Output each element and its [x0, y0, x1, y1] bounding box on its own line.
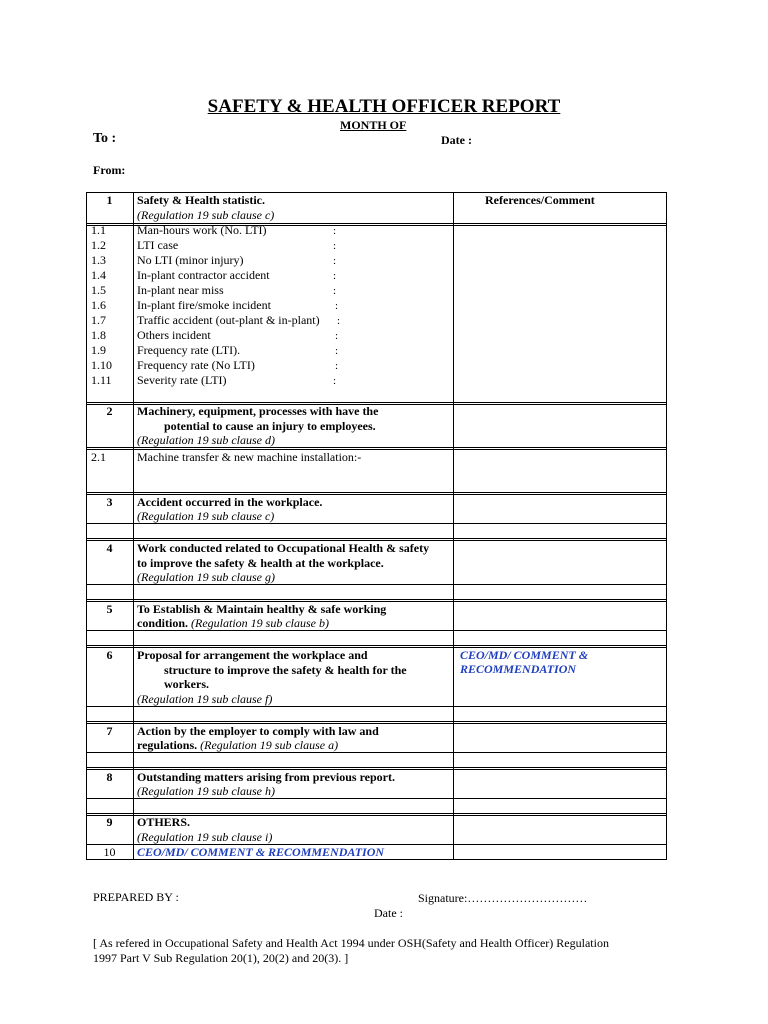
stat-label: Man-hours work (No. LTI) [137, 223, 267, 237]
section-title-text: regulations. [137, 738, 198, 752]
section-number: 2 [106, 404, 113, 418]
stat-number: 1.6 [91, 298, 106, 312]
regulation-note: [ As refered in Occupational Safety and Health Act 1994 under OSH(Safety and Health Officer) Regulation [93, 936, 609, 950]
ceo-comment-label: CEO/MD/ COMMENT & [460, 648, 589, 662]
stat-number: 1.3 [91, 253, 106, 267]
to-label: To : [93, 131, 117, 146]
ceo-recommendation-label: RECOMMENDATION [460, 662, 577, 676]
section-title: Accident occurred in the workplace. [137, 495, 323, 509]
stat-number: 1.7 [91, 313, 106, 327]
section-number: 1 [106, 193, 113, 207]
stat-number: 1.5 [91, 283, 106, 297]
stat-number: 1.11 [91, 373, 112, 387]
section-title: Action by the employer to comply with law and [137, 724, 379, 738]
stat-colon: : [335, 300, 339, 312]
stat-number: 1.9 [91, 343, 106, 357]
section-title-line2: structure to improve the safety & health for the [164, 663, 407, 677]
section-number: 10 [103, 845, 116, 859]
regulation-reference: (Regulation 19 sub clause c) [137, 208, 275, 222]
stat-label: Severity rate (LTI) [137, 373, 227, 387]
section-number: 4 [106, 541, 113, 555]
stat-label: LTI case [137, 238, 179, 252]
regulation-reference: (Regulation 19 sub clause a) [200, 738, 339, 752]
section-title: To Establish & Maintain healthy & safe working [137, 602, 387, 616]
stat-number: 1.2 [91, 238, 106, 252]
section-number: 7 [106, 724, 113, 738]
references-comment-header: References/Comment [485, 193, 595, 207]
stat-label: In-plant contractor accident [137, 268, 270, 282]
stat-colon: : [333, 225, 337, 237]
stat-colon: : [337, 315, 341, 327]
subsection-number: 2.1 [91, 450, 106, 464]
section-title-line2: to improve the safety & health at the workplace. [137, 556, 384, 570]
section-title-text: condition. [137, 616, 189, 630]
page-title: SAFETY & HEALTH OFFICER REPORT [207, 96, 561, 117]
stat-label: No LTI (minor injury) [137, 253, 244, 267]
stat-number: 1.10 [91, 358, 112, 372]
section-title: Machinery, equipment, processes with have the [137, 404, 379, 418]
stat-label: Frequency rate (LTI). [137, 343, 241, 357]
subsection-label: Machine transfer & new machine installation:- [137, 450, 362, 464]
section-number: 6 [106, 648, 113, 662]
stat-number: 1.1 [91, 223, 106, 237]
stat-label: In-plant near miss [137, 283, 224, 297]
ceo-comment-recommendation-label: CEO/MD/ COMMENT & RECOMMENDATION [137, 845, 385, 859]
stat-colon: : [333, 285, 337, 297]
stat-label: Frequency rate (No LTI) [137, 358, 255, 372]
stat-colon: : [333, 375, 337, 387]
regulation-reference: (Regulation 19 sub clause d) [137, 433, 275, 447]
stat-label: Traffic accident (out-plant & in-plant) [137, 313, 320, 327]
regulation-reference: (Regulation 19 sub clause c) [137, 509, 275, 523]
stat-colon: : [335, 360, 339, 372]
regulation-reference: (Regulation 19 sub clause h) [137, 784, 275, 798]
signature-field: Signature:………………………… [418, 891, 588, 905]
section-title-line2 [137, 616, 329, 631]
stat-colon: : [335, 330, 339, 342]
stat-colon: : [333, 255, 337, 267]
stat-number: 1.8 [91, 328, 106, 342]
from-label: From: [93, 163, 126, 177]
footer-date-label: Date : [374, 906, 403, 920]
stat-colon: : [335, 345, 339, 357]
section-title: Safety & Health statistic. [137, 193, 265, 207]
regulation-note-line2: 1997 Part V Sub Regulation 20(1), 20(2) and 20(3). ] [93, 951, 349, 965]
stat-colon: : [333, 270, 337, 282]
stat-label: In-plant fire/smoke incident [137, 298, 271, 312]
section-title: Outstanding matters arising from previous report. [137, 770, 395, 784]
stat-label: Others incident [137, 328, 211, 342]
section-title-line3: workers. [164, 677, 209, 691]
regulation-reference: (Regulation 19 sub clause g) [137, 570, 275, 584]
regulation-reference: (Regulation 19 sub clause i) [137, 830, 273, 844]
section-number: 9 [106, 815, 113, 829]
month-of-label: MONTH OF [340, 118, 407, 132]
section-title: OTHERS. [137, 815, 191, 829]
section-number: 5 [106, 602, 113, 616]
section-title-line2 [137, 738, 338, 753]
regulation-reference: (Regulation 19 sub clause b) [191, 616, 329, 630]
stat-colon: : [333, 240, 337, 252]
section-number: 3 [106, 495, 113, 509]
date-label: Date : [441, 133, 472, 147]
regulation-reference: (Regulation 19 sub clause f) [137, 692, 273, 706]
stat-number: 1.4 [91, 268, 106, 282]
section-number: 8 [106, 770, 113, 784]
section-title: Proposal for arrangement the workplace and [137, 648, 368, 662]
section-title: Work conducted related to Occupational Health & safety [137, 541, 430, 555]
prepared-by-label: PREPARED BY : [93, 890, 179, 904]
section-title-line2: potential to cause an injury to employees. [164, 419, 376, 433]
